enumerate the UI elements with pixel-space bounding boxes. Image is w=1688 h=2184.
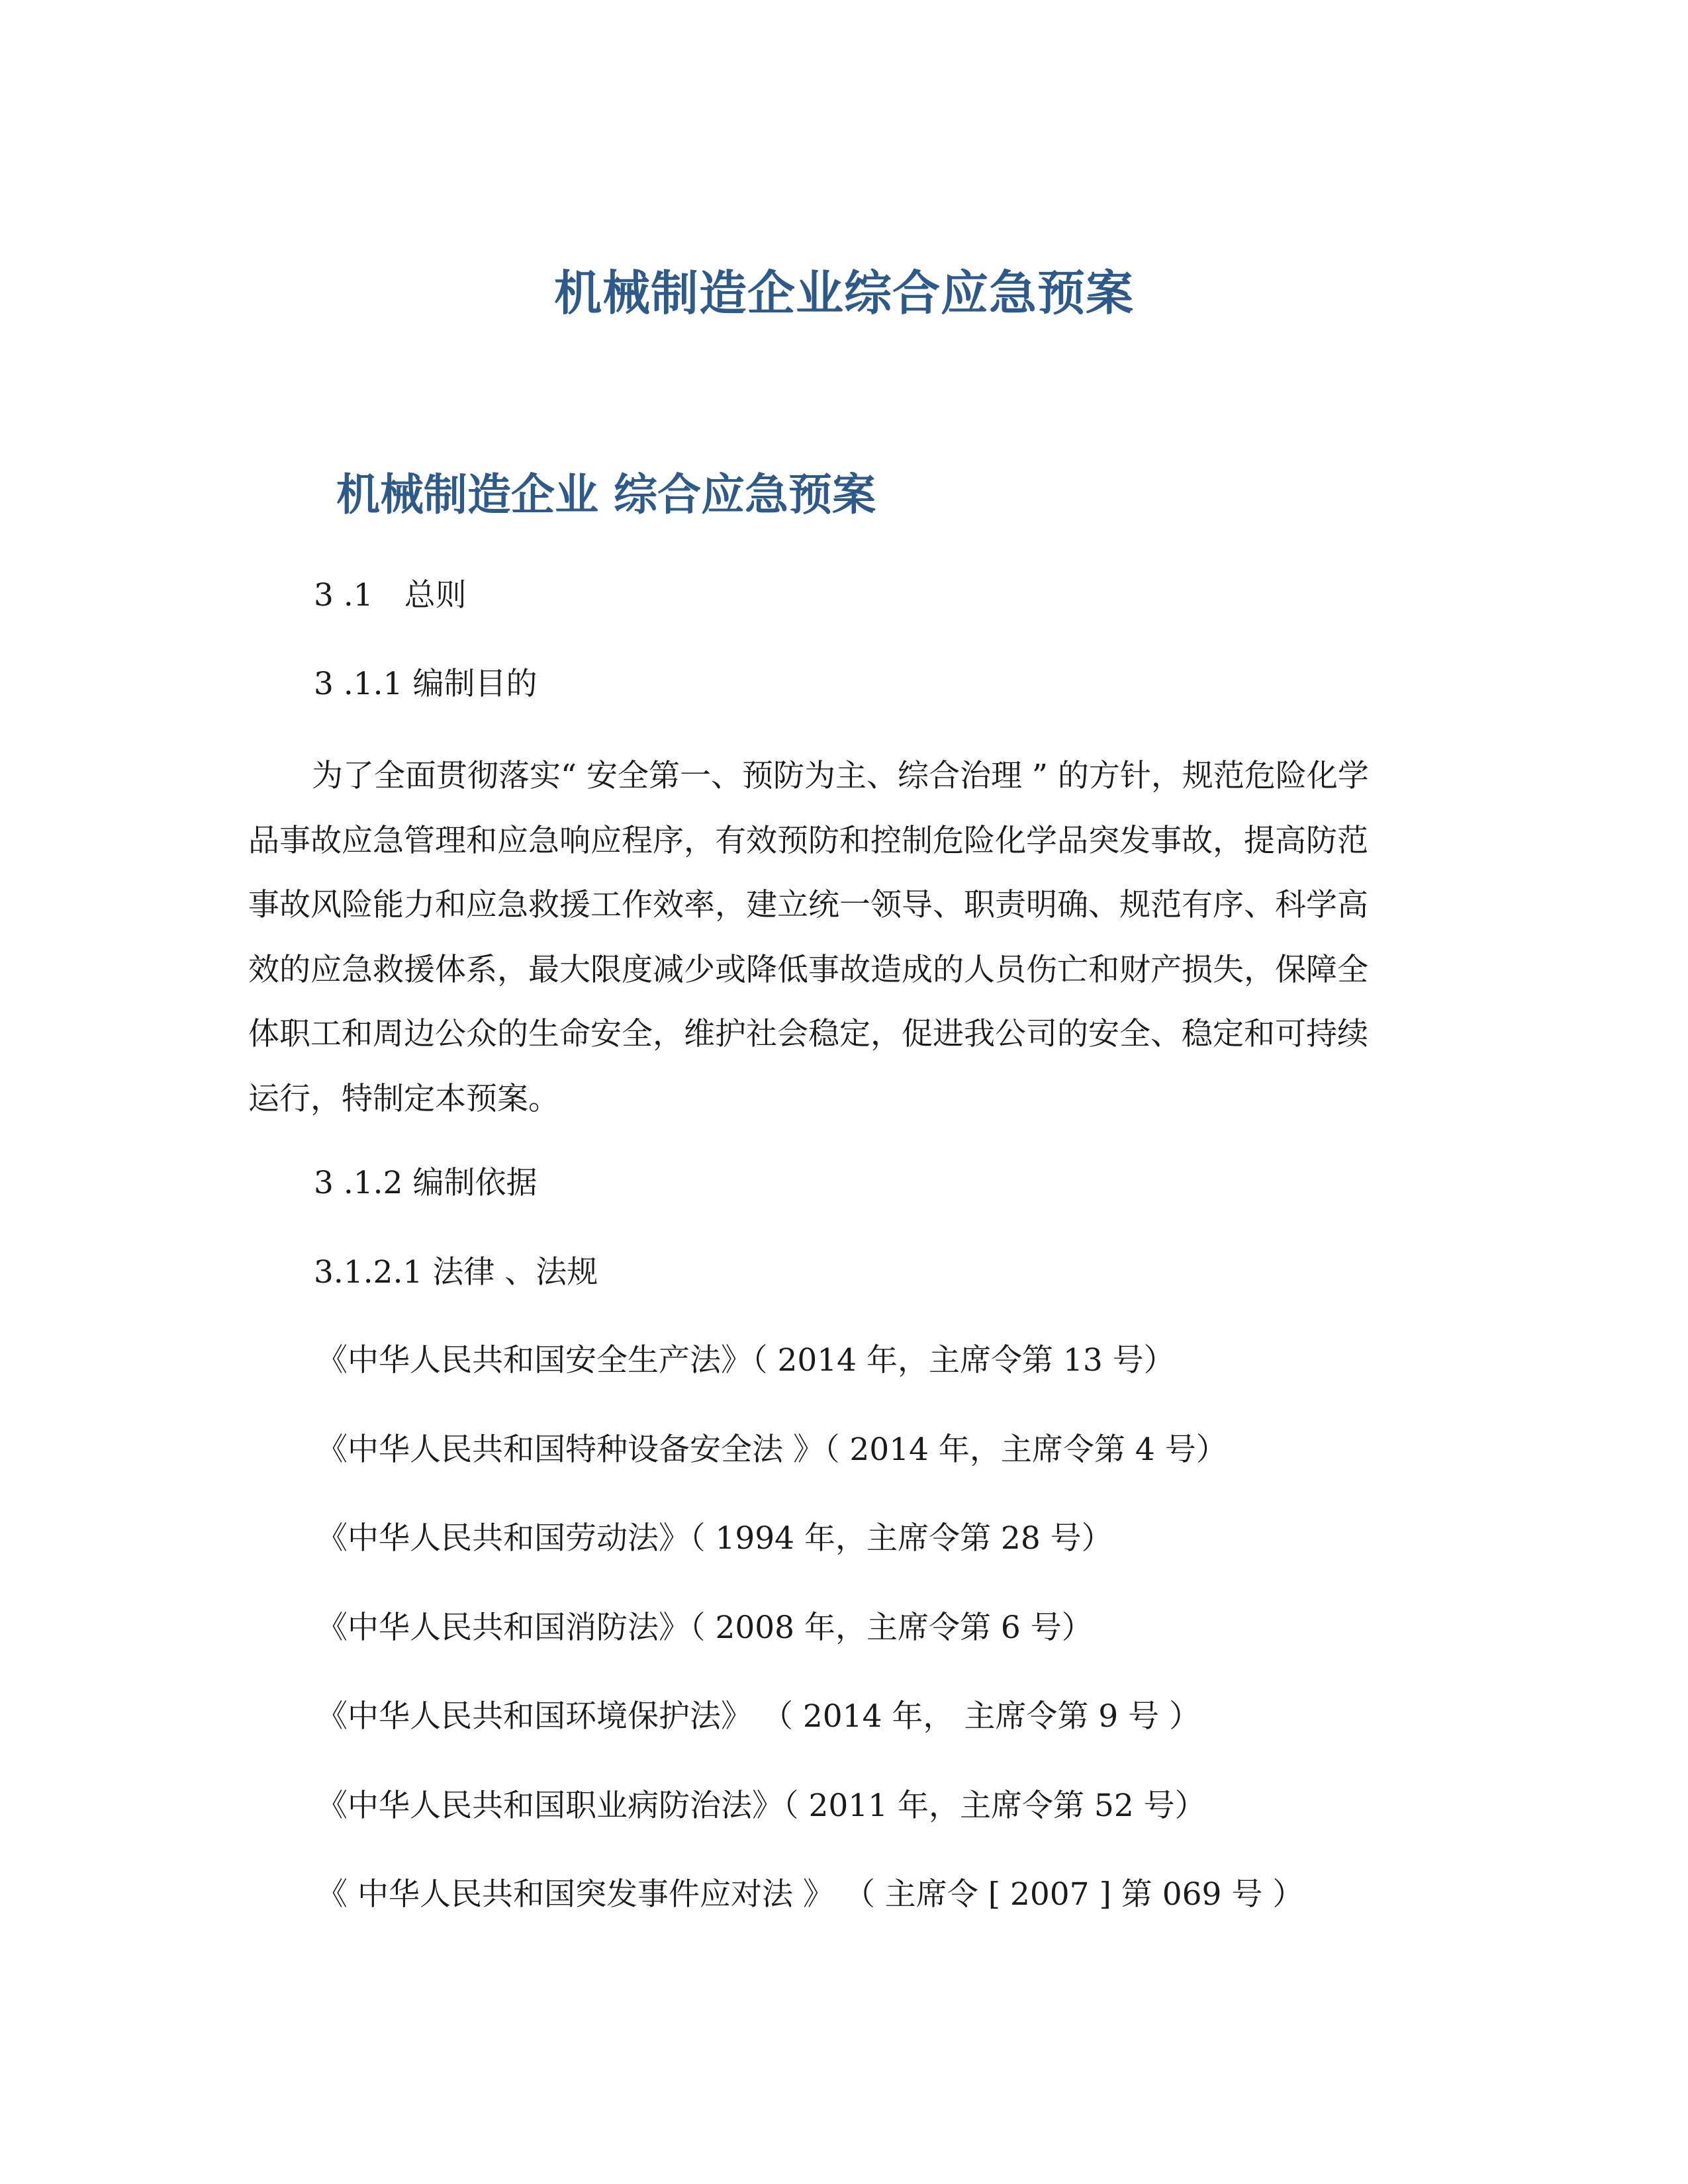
law-item: 《中华人民共和国职业病防治法》（ 2011 年，主席令第 52 号） [316, 1788, 1206, 1824]
law-item: 《中华人民共和国劳动法》（ 1994 年，主席令第 28 号） [316, 1520, 1113, 1557]
law-item: 《中华人民共和国特种设备安全法 》（ 2014 年，主席令第 4 号） [316, 1432, 1227, 1468]
paragraph-line: 体职工和周边公众的生命安全，维护社会稳定，促进我公司的安全、稳定和可持续 [248, 1016, 1368, 1052]
heading-laws-regulations: 3.1.2.1 法律 、法规 [314, 1254, 598, 1291]
paragraph-line: 运行，特制定本预案。 [248, 1080, 559, 1117]
law-item: 《中华人民共和国消防法》（ 2008 年，主席令第 6 号） [316, 1610, 1093, 1646]
paragraph-line: 为了全面贯彻落实“ 安全第一、预防为主、综合治理 ” 的方针，规范危险化学 [312, 758, 1369, 794]
section-title: 机械制造企业 综合应急预案 [336, 469, 876, 520]
paragraph-line: 事故风险能力和应急救援工作效率，建立统一领导、职责明确、规范有序、科学高 [248, 887, 1368, 923]
heading-purpose: 3 .1.1 编制目的 [314, 666, 538, 702]
heading-general-provisions: 3 .1 总则 [314, 577, 467, 614]
paragraph-line: 品事故应急管理和应急响应程序，有效预防和控制危险化学品突发事故，提高防范 [248, 822, 1368, 859]
law-item: 《中华人民共和国安全生产法》（ 2014 年，主席令第 13 号） [316, 1342, 1175, 1379]
law-item: 《 中华人民共和国突发事件应对法 》 （ 主席令 [ 2007 ] 第 069 号 ） [316, 1876, 1304, 1913]
heading-basis: 3 .1.2 编制依据 [314, 1165, 538, 1201]
purpose-paragraph [248, 744, 1446, 1131]
document-title: 机械制造企业综合应急预案 [553, 265, 1134, 321]
paragraph-line: 效的应急救援体系，最大限度减少或降低事故造成的人员伤亡和财产损失，保障全 [248, 951, 1368, 988]
law-item: 《中华人民共和国环境保护法》 （ 2014 年， 主席令第 9 号 ） [316, 1698, 1201, 1735]
